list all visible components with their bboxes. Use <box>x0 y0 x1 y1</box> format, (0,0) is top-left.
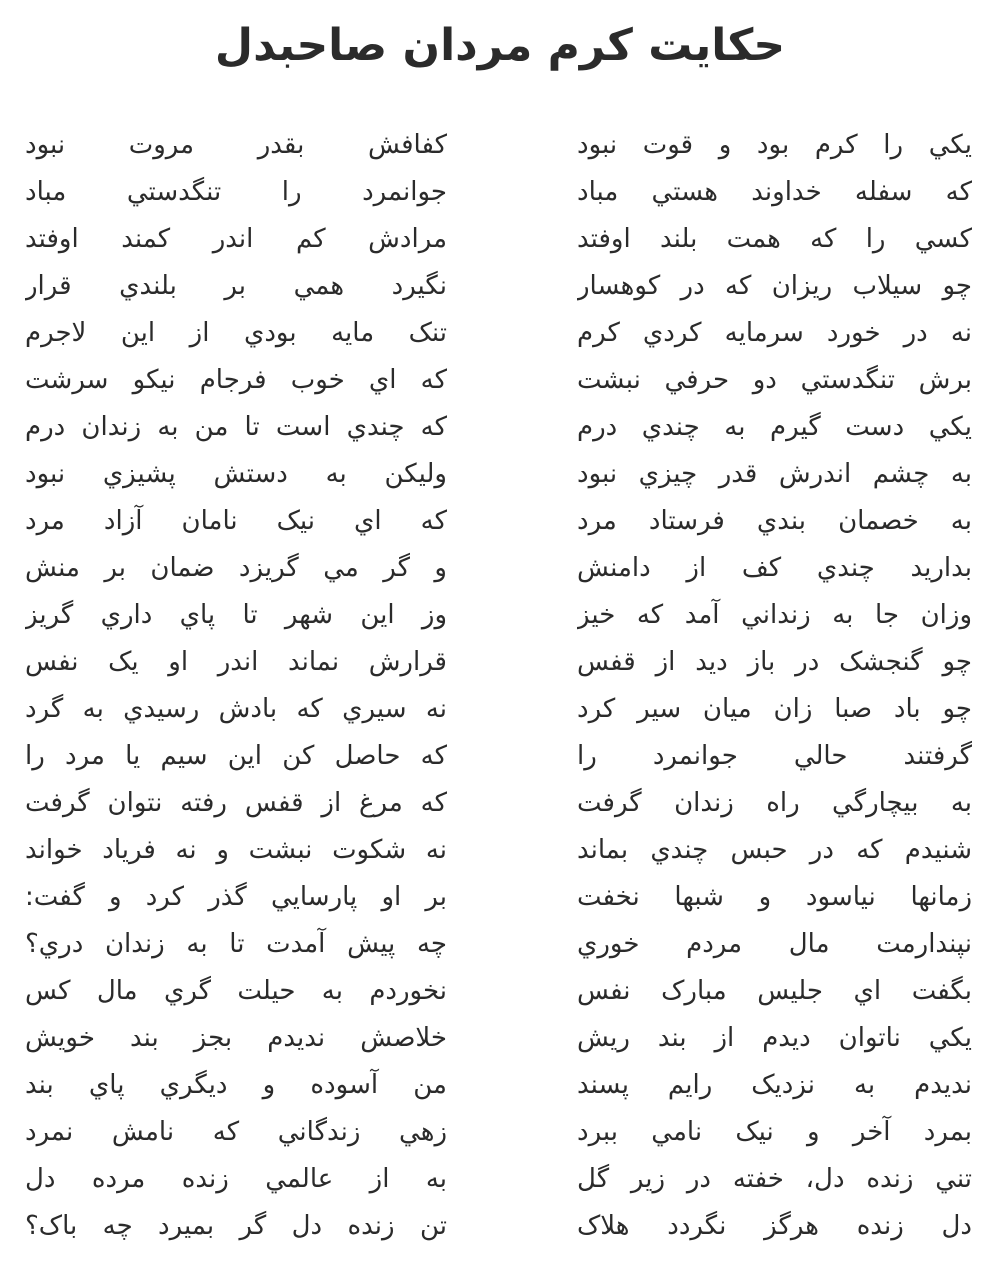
verse-row <box>0 122 1000 169</box>
verse-second-hemistich: نخوردم به حيلت گري مال كس <box>25 976 447 1006</box>
verse-first-hemistich: دل زنده هرگز نگردد هلاک <box>577 1211 972 1241</box>
verse-first-hemistich: چو باد صبا زان ميان سير كرد <box>577 694 972 724</box>
verse-row <box>0 310 1000 357</box>
verse-first-hemistich: نه در خورد سرمايه كردي كرم <box>577 318 972 348</box>
verse-second-hemistich: كفافش بقدر مروت نبود <box>25 130 447 160</box>
verse-row <box>0 780 1000 827</box>
verse-second-hemistich: وليكن به دستش پشيزي نبود <box>25 459 447 489</box>
verse-row <box>0 451 1000 498</box>
verse-row <box>0 686 1000 733</box>
verse-first-hemistich: كسي را كه همت بلند اوفتد <box>577 224 972 254</box>
verse-first-hemistich: به چشم اندرش قدر چيزي نبود <box>577 459 972 489</box>
verse-second-hemistich: كه اي خوب فرجام نيكو سرشت <box>25 365 447 395</box>
verse-first-hemistich: نپندارمت مال مردم خوري <box>577 929 972 959</box>
verse-row <box>0 968 1000 1015</box>
verse-first-hemistich: چو سيلاب ريزان كه در كوهسار <box>577 271 972 301</box>
verse-first-hemistich: يكي دست گيرم به چندي درم <box>577 412 972 442</box>
verse-second-hemistich: و گر مي گريزد ضمان بر منش <box>25 553 447 583</box>
verse-row <box>0 921 1000 968</box>
verse-first-hemistich: چو گنجشک در باز ديد از قفس <box>577 647 972 677</box>
verse-second-hemistich: زهي زندگاني كه نامش نمرد <box>25 1117 447 1147</box>
verse-first-hemistich: تني زنده دل، خفته در زير گل <box>577 1164 972 1194</box>
verse-row <box>0 216 1000 263</box>
verse-first-hemistich: يكي ناتوان ديدم از بند ريش <box>577 1023 972 1053</box>
verse-second-hemistich: كه حاصل كن اين سيم يا مرد را <box>25 741 447 771</box>
verse-row <box>0 874 1000 921</box>
verse-second-hemistich: چه پيش آمدت تا به زندان دري؟ <box>25 929 447 959</box>
poem-body <box>0 122 1000 1250</box>
poem-title: حکايت کرم مردان صاحبدل <box>214 20 786 71</box>
verse-second-hemistich: خلاصش نديدم بجز بند خويش <box>25 1023 447 1053</box>
verse-row <box>0 545 1000 592</box>
verse-second-hemistich: نه سيري كه بادش رسيدي به گرد <box>25 694 447 724</box>
verse-row <box>0 169 1000 216</box>
verse-first-hemistich: وزان جا به زنداني آمد كه خيز <box>577 600 972 630</box>
verse-second-hemistich: مرادش كم اندر كمند اوفتد <box>25 224 447 254</box>
verse-row <box>0 263 1000 310</box>
verse-second-hemistich: وز اين شهر تا پاي داري گريز <box>25 600 447 630</box>
verse-first-hemistich: بگفت اي جليس مبارک نفس <box>577 976 972 1006</box>
verse-first-hemistich: يكي را كرم بود و قوت نبود <box>577 130 972 160</box>
verse-row <box>0 733 1000 780</box>
verse-row <box>0 827 1000 874</box>
verse-first-hemistich: گرفتند حالي جوانمرد را <box>577 741 972 771</box>
verse-row <box>0 1015 1000 1062</box>
verse-row <box>0 1156 1000 1203</box>
verse-first-hemistich: زمانها نياسود و شبها نخفت <box>577 882 972 912</box>
verse-first-hemistich: بداريد چندي كف از دامنش <box>577 553 972 583</box>
verse-row <box>0 639 1000 686</box>
verse-second-hemistich: كه اي نيک نامان آزاد مرد <box>25 506 447 536</box>
verse-row <box>0 498 1000 545</box>
verse-first-hemistich: بمرد آخر و نيک نامي ببرد <box>577 1117 972 1147</box>
verse-second-hemistich: بر او پارسايي گذر كرد و گفت: <box>25 882 447 912</box>
verse-first-hemistich: به بيچارگي راه زندان گرفت <box>577 788 972 818</box>
verse-second-hemistich: تن زنده دل گر بميرد چه باک؟ <box>25 1211 447 1241</box>
verse-second-hemistich: به از عالمي زنده مرده دل <box>25 1164 447 1194</box>
verse-second-hemistich: من آسوده و ديگري پاي بند <box>25 1070 447 1100</box>
verse-second-hemistich: نگيرد همي بر بلندي قرار <box>25 271 447 301</box>
verse-row <box>0 1203 1000 1250</box>
verse-second-hemistich: نه شكوت نبشت و نه فرياد خواند <box>25 835 447 865</box>
verse-second-hemistich: قرارش نماند اندر او يک نفس <box>25 647 447 677</box>
verse-row <box>0 1062 1000 1109</box>
verse-second-hemistich: جوانمرد را تنگدستي مباد <box>25 177 447 207</box>
verse-second-hemistich: كه چندي است تا من به زندان درم <box>25 412 447 442</box>
verse-first-hemistich: شنيدم كه در حبس چندي بماند <box>577 835 972 865</box>
verse-first-hemistich: برش تنگدستي دو حرفي نبشت <box>577 365 972 395</box>
verse-row <box>0 1109 1000 1156</box>
verse-row <box>0 404 1000 451</box>
verse-second-hemistich: كه مرغ از قفس رفته نتوان گرفت <box>25 788 447 818</box>
verse-first-hemistich: به خصمان بندي فرستاد مرد <box>577 506 972 536</box>
verse-row <box>0 357 1000 404</box>
verse-first-hemistich: كه سفله خداوند هستي مباد <box>577 177 972 207</box>
verse-first-hemistich: نديدم به نزديک رايم پسند <box>577 1070 972 1100</box>
verse-row <box>0 592 1000 639</box>
verse-second-hemistich: تنک مايه بودي از اين لاجرم <box>25 318 447 348</box>
